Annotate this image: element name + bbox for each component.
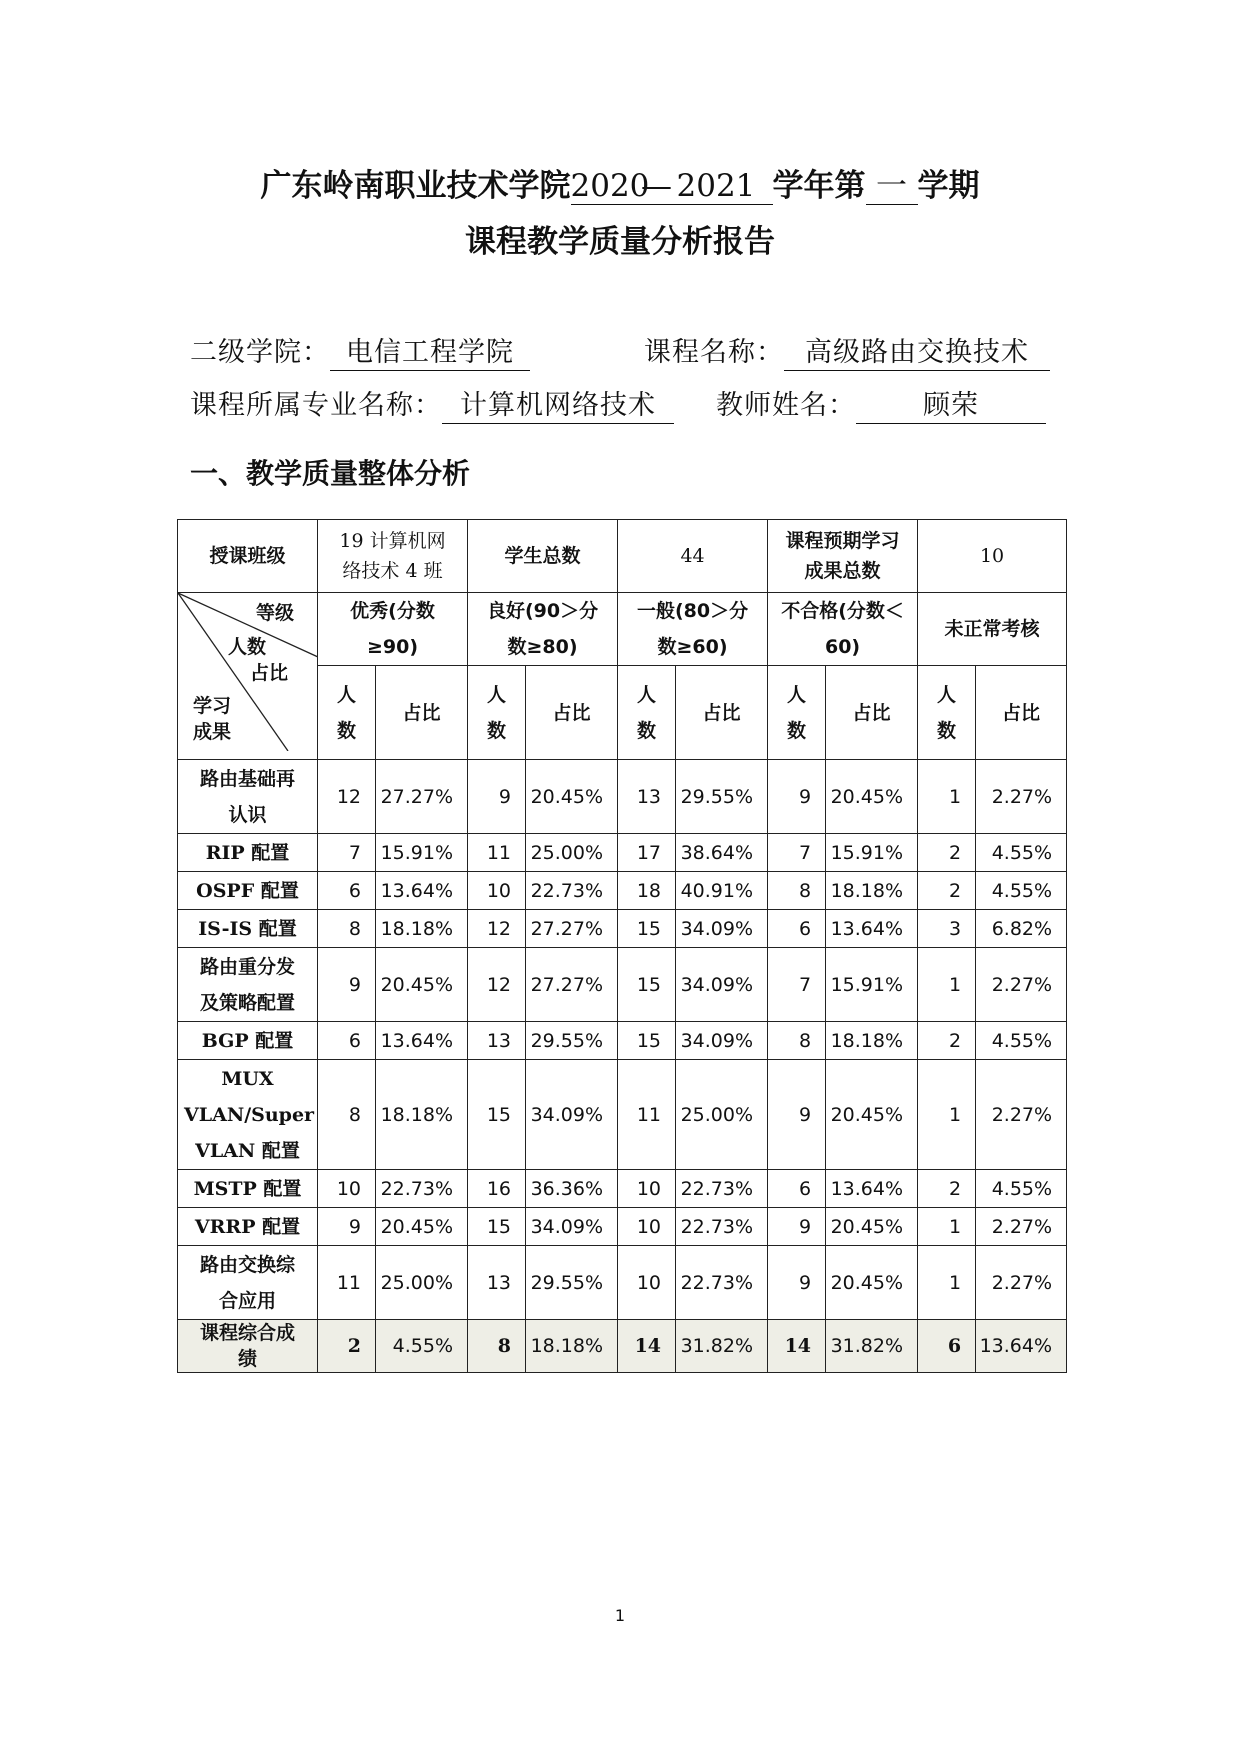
- count-cell: 6: [768, 910, 826, 948]
- dept-label: 二级学院：: [190, 337, 330, 368]
- ratio-header: 占比: [376, 666, 468, 760]
- ratio-cell: 13.64%: [376, 872, 468, 910]
- count-cell: 15: [468, 1060, 526, 1170]
- students-value: 44: [618, 520, 768, 593]
- diag-ratio-label: 占比: [250, 662, 289, 684]
- count-cell: 8: [768, 872, 826, 910]
- ratio-cell: 18.18%: [526, 1320, 618, 1373]
- count-cell: 2: [918, 872, 976, 910]
- outcome-row: [178, 948, 1067, 1022]
- outcome-name: 路由重分发及策略配置: [178, 948, 318, 1022]
- class-label: 授课班级: [178, 520, 318, 593]
- ratio-cell: 20.45%: [376, 948, 468, 1022]
- teacher-value: 顾荣: [856, 389, 1046, 424]
- count-cell: 15: [468, 1208, 526, 1246]
- count-cell: 10: [618, 1208, 676, 1246]
- count-cell: 9: [318, 948, 376, 1022]
- count-cell: 8: [318, 910, 376, 948]
- outcome-name: 路由交换综合应用: [178, 1246, 318, 1320]
- outcome-row: [178, 834, 1067, 872]
- count-cell: 7: [318, 834, 376, 872]
- count-cell: 1: [918, 1208, 976, 1246]
- ratio-cell: 29.55%: [526, 1246, 618, 1320]
- class-value: 19 计算机网络技术 4 班: [318, 520, 468, 593]
- ratio-cell: 22.73%: [526, 872, 618, 910]
- ratio-cell: 20.45%: [526, 760, 618, 834]
- grade-excellent: 优秀(分数≥90): [318, 593, 468, 666]
- outcome-name: BGP 配置: [178, 1022, 318, 1060]
- ratio-cell: 29.55%: [526, 1022, 618, 1060]
- ratio-cell: 25.00%: [676, 1060, 768, 1170]
- count-cell: 13: [468, 1022, 526, 1060]
- outcome-row: [178, 1060, 1067, 1170]
- year-end: 2021: [677, 168, 773, 205]
- outcome-name: IS-IS 配置: [178, 910, 318, 948]
- count-cell: 7: [768, 834, 826, 872]
- count-cell: 10: [318, 1170, 376, 1208]
- ratio-cell: 4.55%: [376, 1320, 468, 1373]
- outcome-name: OSPF 配置: [178, 872, 318, 910]
- count-cell: 12: [468, 948, 526, 1022]
- major-label: 课程所属专业名称：: [190, 390, 442, 421]
- ratio-cell: 22.73%: [676, 1208, 768, 1246]
- count-cell: 10: [618, 1246, 676, 1320]
- ratio-cell: 2.27%: [976, 1060, 1067, 1170]
- outcome-name: 路由基础再认识: [178, 760, 318, 834]
- dept-row: [190, 330, 530, 371]
- ratio-cell: 4.55%: [976, 834, 1067, 872]
- outcome-row: [178, 1208, 1067, 1246]
- teacher-label: 教师姓名：: [716, 390, 856, 421]
- count-cell: 15: [618, 910, 676, 948]
- count-header: 人数: [618, 666, 676, 760]
- count-cell: 10: [468, 872, 526, 910]
- ratio-cell: 15.91%: [826, 948, 918, 1022]
- diag-grade-label: 等级: [256, 602, 295, 624]
- count-header: 人数: [918, 666, 976, 760]
- ratio-cell: 13.64%: [976, 1320, 1067, 1373]
- ratio-cell: 2.27%: [976, 760, 1067, 834]
- outcome-name: MSTP 配置: [178, 1170, 318, 1208]
- ratio-cell: 31.82%: [826, 1320, 918, 1373]
- count-cell: 6: [318, 1022, 376, 1060]
- major-value: 计算机网络技术: [442, 389, 674, 424]
- ratio-header: 占比: [976, 666, 1067, 760]
- ratio-cell: 34.09%: [526, 1060, 618, 1170]
- ratio-cell: 25.00%: [376, 1246, 468, 1320]
- count-cell: 17: [618, 834, 676, 872]
- count-cell: 16: [468, 1170, 526, 1208]
- ratio-cell: 22.73%: [676, 1246, 768, 1320]
- count-cell: 9: [768, 1208, 826, 1246]
- college-name: 广东岭南职业技术学院: [260, 168, 571, 204]
- ratio-cell: 18.18%: [376, 910, 468, 948]
- term-value: 一: [866, 168, 918, 205]
- count-header: 人数: [768, 666, 826, 760]
- page-number: 1: [614, 1606, 626, 1625]
- ratio-cell: 13.64%: [826, 1170, 918, 1208]
- ratio-cell: 6.82%: [976, 910, 1067, 948]
- ratio-cell: 20.45%: [376, 1208, 468, 1246]
- count-header: 人数: [318, 666, 376, 760]
- count-cell: 1: [918, 1246, 976, 1320]
- ratio-cell: 13.64%: [376, 1022, 468, 1060]
- ratio-cell: 36.36%: [526, 1170, 618, 1208]
- major-row: [190, 383, 674, 424]
- count-cell: 9: [318, 1208, 376, 1246]
- count-cell: 1: [918, 1060, 976, 1170]
- outcome-row: [178, 872, 1067, 910]
- count-cell: 9: [768, 1060, 826, 1170]
- ratio-cell: 18.18%: [826, 872, 918, 910]
- ratio-cell: 4.55%: [976, 1170, 1067, 1208]
- ratio-cell: 4.55%: [976, 1022, 1067, 1060]
- count-cell: 11: [318, 1246, 376, 1320]
- ratio-cell: 27.27%: [526, 910, 618, 948]
- diag-count-label: 人数: [228, 636, 267, 658]
- count-cell: 2: [318, 1320, 376, 1373]
- outcome-row: [178, 760, 1067, 834]
- ratio-cell: 27.27%: [376, 760, 468, 834]
- count-cell: 1: [918, 948, 976, 1022]
- total-row: [178, 1320, 1067, 1373]
- ratio-cell: 22.73%: [376, 1170, 468, 1208]
- outcome-name: 课程综合成绩: [178, 1320, 318, 1373]
- ratio-cell: 18.18%: [376, 1060, 468, 1170]
- ratio-cell: 4.55%: [976, 872, 1067, 910]
- count-cell: 14: [768, 1320, 826, 1373]
- quality-table: [177, 519, 1067, 1373]
- count-cell: 2: [918, 834, 976, 872]
- outcome-name: MUX VLAN/Super VLAN 配置: [178, 1060, 318, 1170]
- ratio-cell: 27.27%: [526, 948, 618, 1022]
- teacher-row: [716, 383, 1046, 424]
- count-cell: 12: [318, 760, 376, 834]
- course-row: [644, 330, 1050, 371]
- grade-average: 一般(80＞分数≥60): [618, 593, 768, 666]
- year-start: 2020: [570, 168, 650, 204]
- outcome-name: VRRP 配置: [178, 1208, 318, 1246]
- course-label: 课程名称：: [644, 337, 784, 368]
- count-cell: 8: [318, 1060, 376, 1170]
- outcome-row: [178, 910, 1067, 948]
- count-cell: 3: [918, 910, 976, 948]
- count-cell: 13: [468, 1246, 526, 1320]
- ratio-header: 占比: [826, 666, 918, 760]
- ratio-cell: 34.09%: [676, 910, 768, 948]
- section-title: 一、教学质量整体分析: [190, 457, 471, 490]
- outcomes-label: 课程预期学习成果总数: [768, 520, 918, 593]
- grade-good: 良好(90＞分数≥80): [468, 593, 618, 666]
- report-header-line: [0, 160, 1240, 205]
- count-cell: 14: [618, 1320, 676, 1373]
- diag-outcome-label: 学习成果: [192, 695, 231, 743]
- count-cell: 12: [468, 910, 526, 948]
- ratio-cell: 22.73%: [676, 1170, 768, 1208]
- ratio-cell: 34.09%: [526, 1208, 618, 1246]
- count-cell: 1: [918, 760, 976, 834]
- ratio-cell: 2.27%: [976, 1208, 1067, 1246]
- ratio-cell: 40.91%: [676, 872, 768, 910]
- report-title: 课程教学质量分析报告: [465, 224, 775, 260]
- term-label: 学期: [917, 168, 980, 204]
- count-cell: 9: [768, 1246, 826, 1320]
- ratio-cell: 20.45%: [826, 1246, 918, 1320]
- outcome-name: RIP 配置: [178, 834, 318, 872]
- outcome-rows: [178, 760, 1067, 1373]
- count-cell: 8: [768, 1022, 826, 1060]
- outcome-row: [178, 1246, 1067, 1320]
- count-cell: 15: [618, 948, 676, 1022]
- count-cell: 15: [618, 1022, 676, 1060]
- outcome-row: [178, 1022, 1067, 1060]
- ratio-cell: 20.45%: [826, 760, 918, 834]
- dept-value: 电信工程学院: [330, 336, 530, 371]
- ratio-cell: 2.27%: [976, 948, 1067, 1022]
- count-cell: 9: [468, 760, 526, 834]
- grade-absent: 未正常考核: [918, 593, 1067, 666]
- count-cell: 8: [468, 1320, 526, 1373]
- count-cell: 9: [768, 760, 826, 834]
- count-cell: 2: [918, 1022, 976, 1060]
- count-cell: 6: [318, 872, 376, 910]
- ratio-header: 占比: [676, 666, 768, 760]
- grade-fail: 不合格(分数＜60): [768, 593, 918, 666]
- ratio-cell: 25.00%: [526, 834, 618, 872]
- count-cell: 10: [618, 1170, 676, 1208]
- ratio-cell: 2.27%: [976, 1246, 1067, 1320]
- count-cell: 6: [918, 1320, 976, 1373]
- ratio-cell: 34.09%: [676, 1022, 768, 1060]
- count-cell: 2: [918, 1170, 976, 1208]
- ratio-cell: 13.64%: [826, 910, 918, 948]
- year-dash: —: [637, 168, 677, 205]
- count-cell: 11: [468, 834, 526, 872]
- ratio-cell: 15.91%: [376, 834, 468, 872]
- ratio-cell: 34.09%: [676, 948, 768, 1022]
- count-cell: 11: [618, 1060, 676, 1170]
- ratio-cell: 15.91%: [826, 834, 918, 872]
- year-label: 学年第: [772, 168, 866, 204]
- course-value: 高级路由交换技术: [784, 336, 1050, 371]
- diagonal-header-cell: [178, 593, 318, 760]
- outcome-row: [178, 1170, 1067, 1208]
- ratio-cell: 38.64%: [676, 834, 768, 872]
- ratio-cell: 18.18%: [826, 1022, 918, 1060]
- ratio-cell: 31.82%: [676, 1320, 768, 1373]
- ratio-cell: 20.45%: [826, 1060, 918, 1170]
- count-cell: 6: [768, 1170, 826, 1208]
- ratio-cell: 29.55%: [676, 760, 768, 834]
- count-cell: 13: [618, 760, 676, 834]
- ratio-header: 占比: [526, 666, 618, 760]
- count-cell: 7: [768, 948, 826, 1022]
- students-label: 学生总数: [468, 520, 618, 593]
- outcomes-value: 10: [918, 520, 1067, 593]
- ratio-cell: 20.45%: [826, 1208, 918, 1246]
- count-cell: 18: [618, 872, 676, 910]
- count-header: 人数: [468, 666, 526, 760]
